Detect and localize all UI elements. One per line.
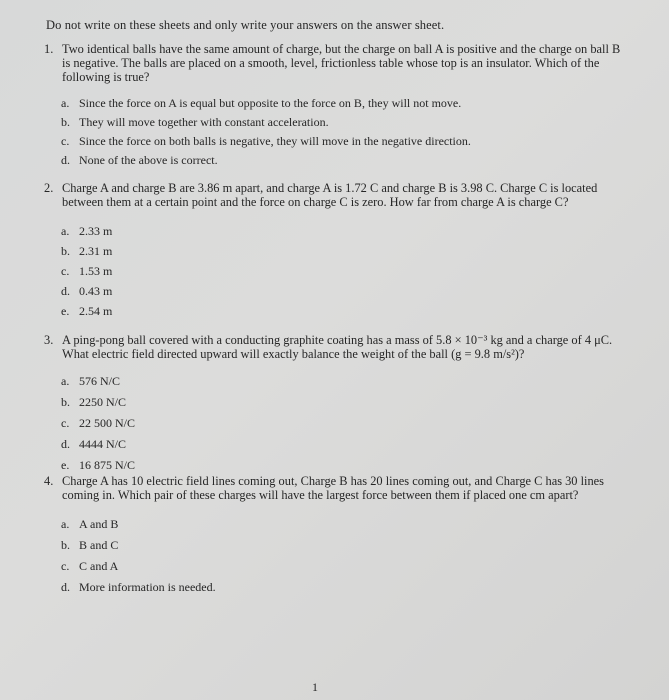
option-c <box>61 556 624 577</box>
question-4 <box>44 474 624 614</box>
option-a <box>61 94 624 113</box>
option-text: 2250 N/C <box>79 395 127 409</box>
option-e <box>61 455 624 476</box>
option-a <box>61 221 624 241</box>
question-number: 1. <box>44 42 54 56</box>
question-text: Charge A has 10 electric field lines coming out, Charge B has 20 lines coming out, and Charge C has 30 lines coming in. Which pair of these charges will have the largest force between them if placed one cm apart? <box>62 474 604 502</box>
option-b <box>61 241 624 261</box>
option-letter: a. <box>61 517 70 531</box>
option-letter: c. <box>61 559 70 573</box>
option-a <box>61 371 624 392</box>
option-letter: d. <box>61 580 70 594</box>
option-c <box>61 132 624 151</box>
option-letter: a. <box>61 224 70 238</box>
option-d <box>61 151 624 170</box>
option-b <box>61 113 624 132</box>
question-text: Two identical balls have the same amount of charge, but the charge on ball A is positive and the charge on ball B is negative. The balls are placed on a smooth, level, frictionless table whose top is an insulator. Which of the following is true? <box>62 42 621 84</box>
option-c <box>61 261 624 281</box>
option-d <box>61 281 624 301</box>
option-c <box>61 413 624 434</box>
option-text: 16 875 N/C <box>79 458 136 472</box>
answer-options <box>61 514 624 598</box>
option-letter: c. <box>61 416 70 430</box>
option-letter: d. <box>61 153 70 167</box>
question-3 <box>44 333 624 492</box>
option-text: A and B <box>79 517 119 531</box>
question-1 <box>44 42 624 186</box>
option-letter: c. <box>61 134 70 148</box>
option-text: Since the force on both balls is negative, they will move in the negative direction. <box>79 134 471 148</box>
option-letter: b. <box>61 395 70 409</box>
option-d <box>61 434 624 455</box>
answer-options <box>61 221 624 321</box>
option-text: 0.43 m <box>79 284 113 298</box>
answer-options <box>61 94 624 170</box>
option-letter: b. <box>61 538 70 552</box>
option-letter: b. <box>61 115 70 129</box>
option-letter: b. <box>61 244 70 258</box>
answer-options <box>61 371 624 476</box>
question-number: 2. <box>44 181 54 195</box>
option-e <box>61 301 624 321</box>
option-b <box>61 535 624 556</box>
option-text: 4444 N/C <box>79 437 127 451</box>
page-number: 1 <box>312 680 318 694</box>
option-text: 2.31 m <box>79 244 113 258</box>
instruction-text: Do not write on these sheets and only write your answers on the answer sheet. <box>46 18 445 32</box>
option-letter: c. <box>61 264 70 278</box>
option-text: C and A <box>79 559 119 573</box>
option-a <box>61 514 624 535</box>
question-text: Charge A and charge B are 3.86 m apart, and charge A is 1.72 C and charge B is 3.98 C. Charge C is located between them at a certain point and the force on charge C is zero. How far from charge A is charge C? <box>62 181 598 209</box>
question-number: 4. <box>44 474 54 488</box>
option-letter: d. <box>61 437 70 451</box>
option-letter: a. <box>61 96 70 110</box>
option-text: Since the force on A is equal but opposite to the force on B, they will not move. <box>79 96 462 110</box>
question-text: A ping-pong ball covered with a conducting graphite coating has a mass of 5.8 × 10⁻³ kg and a charge of 4 μC. What electric field directed upward will exactly balance the weight of the ball (g = 9.8 m/s²)? <box>62 333 613 361</box>
question-number: 3. <box>44 333 54 347</box>
option-text: None of the above is correct. <box>79 153 218 167</box>
option-text: 2.54 m <box>79 304 113 318</box>
option-text: 576 N/C <box>79 374 121 388</box>
option-letter: e. <box>61 458 70 472</box>
option-letter: e. <box>61 304 70 318</box>
option-text: B and C <box>79 538 119 552</box>
option-text: 2.33 m <box>79 224 113 238</box>
option-letter: d. <box>61 284 70 298</box>
option-text: They will move together with constant acceleration. <box>79 115 329 129</box>
option-b <box>61 392 624 413</box>
option-text: 1.53 m <box>79 264 113 278</box>
option-d <box>61 577 624 598</box>
question-2 <box>44 181 624 337</box>
option-text: More information is needed. <box>79 580 216 594</box>
option-letter: a. <box>61 374 70 388</box>
option-text: 22 500 N/C <box>79 416 136 430</box>
